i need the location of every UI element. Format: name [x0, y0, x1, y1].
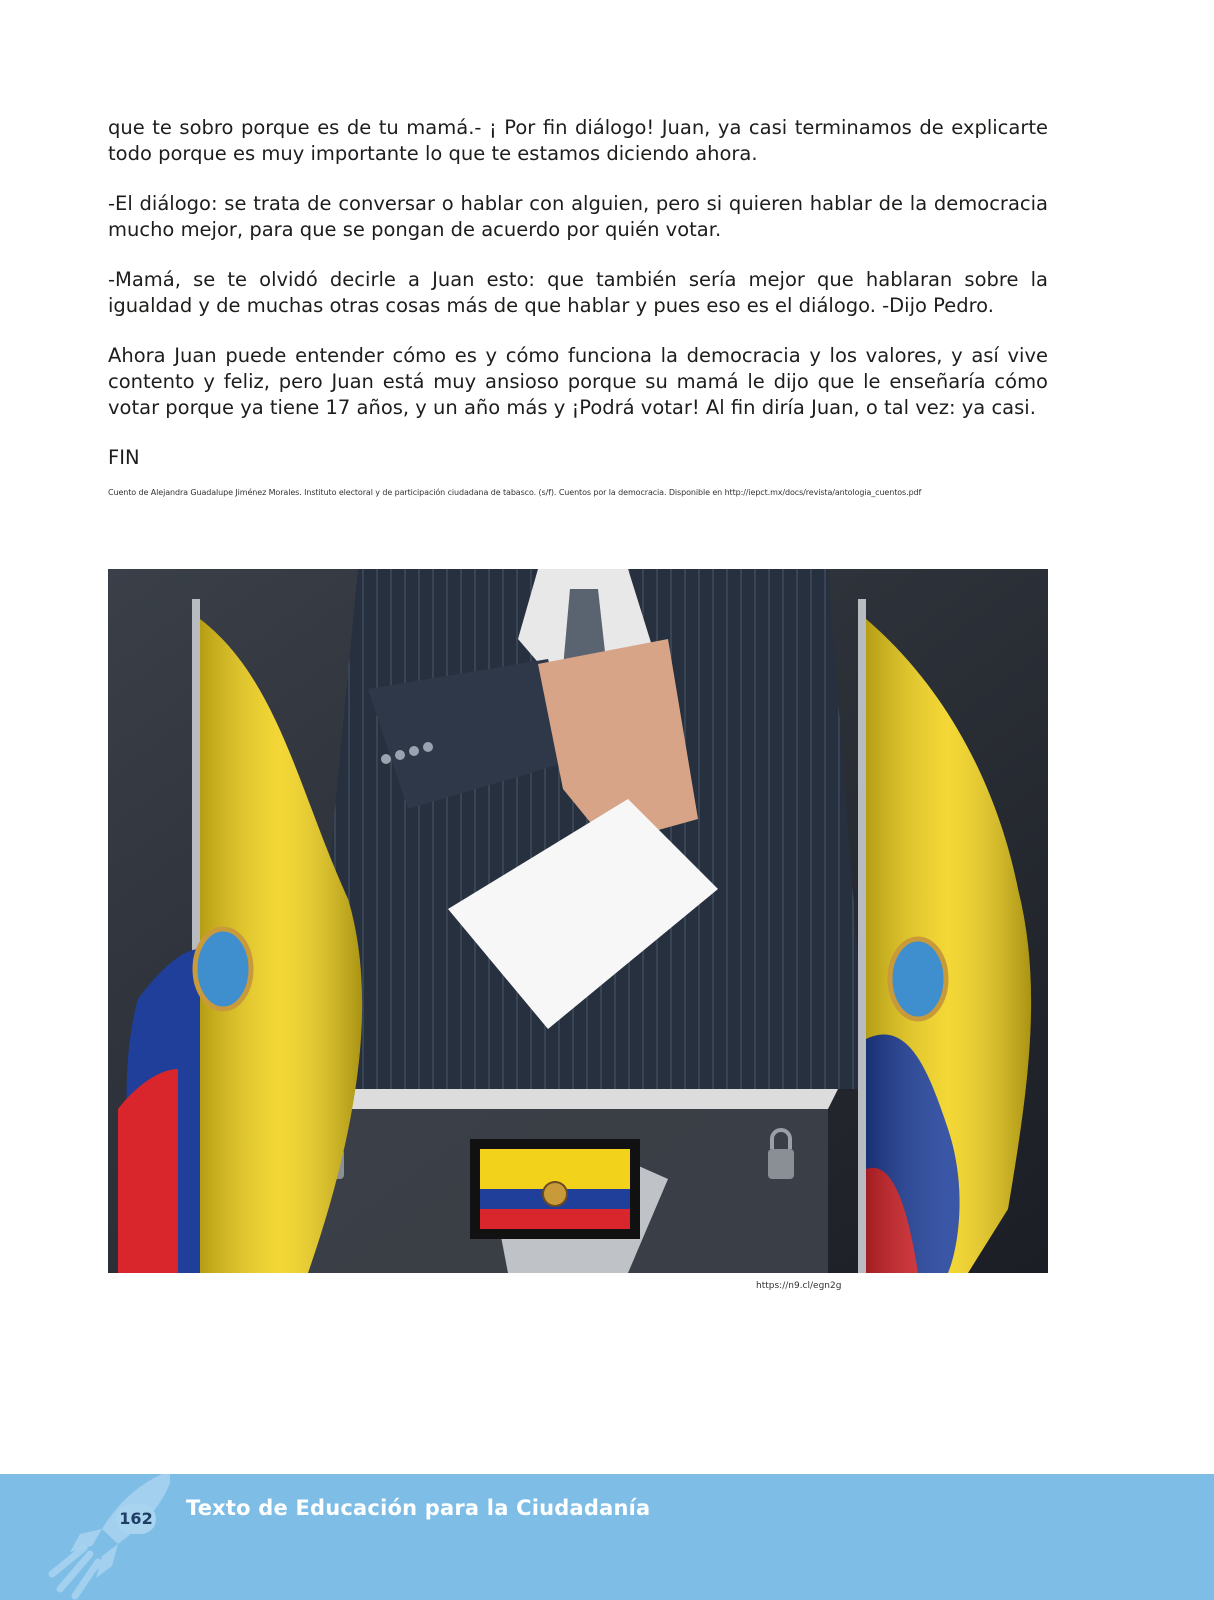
paragraph: Ahora Juan puede entender cómo es y cómo funciona la democracia y los valores, y así vive contento y feliz, pero Juan está muy ansioso porque su mamá le dijo que le enseñaría cómo votar porque ya tiene 17 años, y un año más y ¡Podrá votar! Al fin diría Juan, o tal vez: ya casi. [108, 344, 1048, 419]
voting-photo [108, 569, 1048, 1273]
page-number: 162 [116, 1504, 156, 1534]
story-end-label: FIN [108, 446, 140, 469]
story-text [108, 115, 1048, 498]
photo-credit: https://n9.cl/egn2g [756, 1281, 842, 1291]
page-footer [0, 1474, 1214, 1600]
paragraph: -El diálogo: se trata de conversar o hablar con alguien, pero si quieren hablar de la democracia mucho mejor, para que se pongan de acuerdo por quién votar. [108, 192, 1048, 241]
paragraph: que te sobro porque es de tu mamá.- ¡ Por fin diálogo! Juan, ya casi terminamos de explicarte todo porque es muy importante lo que te estamos diciendo ahora. [108, 116, 1048, 165]
footer-title: Texto de Educación para la Ciudadanía [186, 1496, 651, 1520]
source-citation: Cuento de Alejandra Guadalupe Jiménez Morales. Instituto electoral y de participación ciudadana de tabasco. (s/f). Cuentos por la democracia. Disponible en http://iepct.mx/docs/revista/antologia_cuentos.pdf [108, 488, 922, 497]
paragraph: -Mamá, se te olvidó decirle a Juan esto: que también sería mejor que hablaran sobre la igualdad y de muchas otras cosas más de que hablar y pues eso es el diálogo. -Dijo Pedro. [108, 268, 1048, 317]
rocket-icon [40, 1474, 170, 1600]
